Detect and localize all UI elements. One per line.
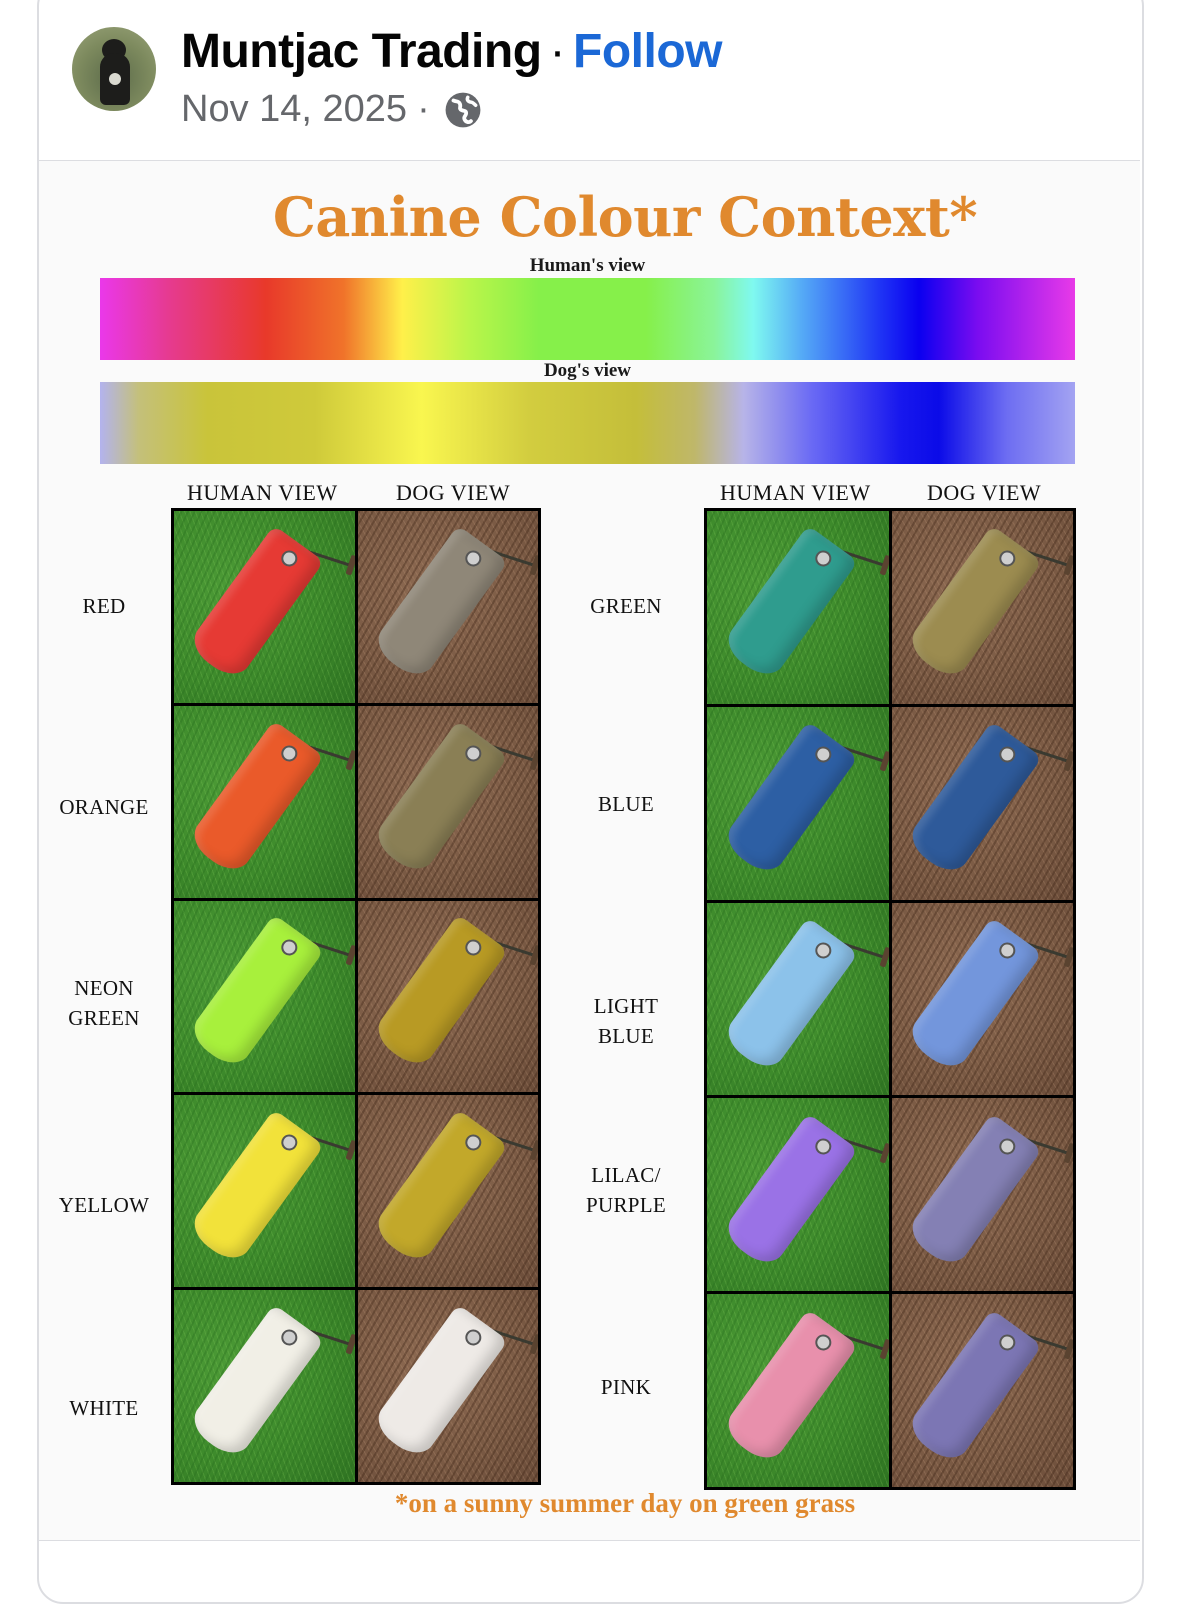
- row-label: PINK: [600, 1375, 652, 1399]
- name-separator: ·: [549, 25, 565, 78]
- training-dummy: [720, 917, 858, 1075]
- right-human-view-cell: [707, 707, 889, 900]
- training-dummy: [720, 525, 858, 683]
- row-label: WHITE: [69, 1396, 139, 1420]
- training-dummy: [904, 1309, 1042, 1467]
- row-label: BLUE: [597, 792, 655, 816]
- row-label: GREEN: [590, 594, 662, 618]
- row-label: LILAC/ PURPLE: [586, 1163, 666, 1217]
- left-human-view-cell: [174, 901, 355, 1093]
- training-dummy: [370, 1109, 508, 1267]
- left-dog-view-cell: [358, 1290, 539, 1482]
- training-dummy: [186, 1109, 324, 1267]
- avatar-badge: [109, 73, 121, 85]
- left-dog-view-header: DOG VIEW: [396, 480, 511, 505]
- row-label: NEON GREEN: [68, 976, 140, 1030]
- right-dog-view-cell: [892, 1098, 1074, 1291]
- row-label: ORANGE: [59, 795, 149, 819]
- right-human-view-header: HUMAN VIEW: [720, 480, 871, 505]
- training-dummy: [186, 1304, 324, 1462]
- training-dummy: [720, 1309, 858, 1467]
- right-dog-view-cell: [892, 511, 1074, 704]
- post-meta: [181, 88, 482, 131]
- right-dog-view-cell: [892, 1294, 1074, 1487]
- left-dog-view-cell: [358, 511, 539, 703]
- left-dog-view-cell: [358, 706, 539, 898]
- right-comparison-grid: [704, 508, 1076, 1490]
- row-label: YELLOW: [58, 1193, 150, 1217]
- page-name-line: [181, 24, 722, 79]
- training-dummy: [186, 720, 324, 878]
- right-human-view-cell: [707, 511, 889, 704]
- training-dummy: [370, 1304, 508, 1462]
- training-dummy: [720, 1113, 858, 1271]
- left-human-view-header: HUMAN VIEW: [187, 480, 338, 505]
- row-label: LIGHT BLUE: [593, 994, 659, 1048]
- left-dog-view-cell: [358, 901, 539, 1093]
- training-dummy: [186, 525, 324, 683]
- dog-spectrum-bar: [100, 382, 1075, 464]
- right-human-view-cell: [707, 1098, 889, 1291]
- training-dummy: [370, 720, 508, 878]
- page-name[interactable]: Muntjac Trading: [181, 25, 542, 78]
- training-dummy: [370, 915, 508, 1073]
- right-dog-view-header: DOG VIEW: [927, 480, 1042, 505]
- left-human-view-cell: [174, 706, 355, 898]
- right-human-view-cell: [707, 903, 889, 1096]
- post-header: [0, 0, 1179, 160]
- left-comparison-grid: [171, 508, 541, 1485]
- follow-button[interactable]: Follow: [573, 25, 722, 78]
- infographic-title: Canine Colour Context*: [272, 185, 978, 249]
- training-dummy: [186, 915, 324, 1073]
- training-dummy: [904, 721, 1042, 879]
- human-spectrum-label: Human's view: [529, 255, 646, 276]
- training-dummy: [370, 525, 508, 683]
- human-spectrum-bar: [100, 278, 1075, 360]
- left-dog-view-cell: [358, 1095, 539, 1287]
- meta-separator: ·: [417, 88, 430, 130]
- right-human-view-cell: [707, 1294, 889, 1487]
- dog-spectrum-label: Dog's view: [543, 360, 632, 381]
- training-dummy: [904, 1113, 1042, 1271]
- left-human-view-cell: [174, 1290, 355, 1482]
- globe-icon[interactable]: [444, 91, 482, 129]
- post-date[interactable]: Nov 14, 2025: [181, 88, 408, 130]
- right-dog-view-cell: [892, 903, 1074, 1096]
- training-dummy: [720, 721, 858, 879]
- right-dog-view-cell: [892, 707, 1074, 900]
- training-dummy: [904, 525, 1042, 683]
- row-label: RED: [82, 594, 126, 618]
- training-dummy: [904, 917, 1042, 1075]
- page-avatar[interactable]: [72, 27, 156, 111]
- footer-divider: [39, 1540, 1140, 1541]
- left-human-view-cell: [174, 511, 355, 703]
- left-human-view-cell: [174, 1095, 355, 1287]
- footnote: *on a sunny summer day on green grass: [394, 1488, 856, 1518]
